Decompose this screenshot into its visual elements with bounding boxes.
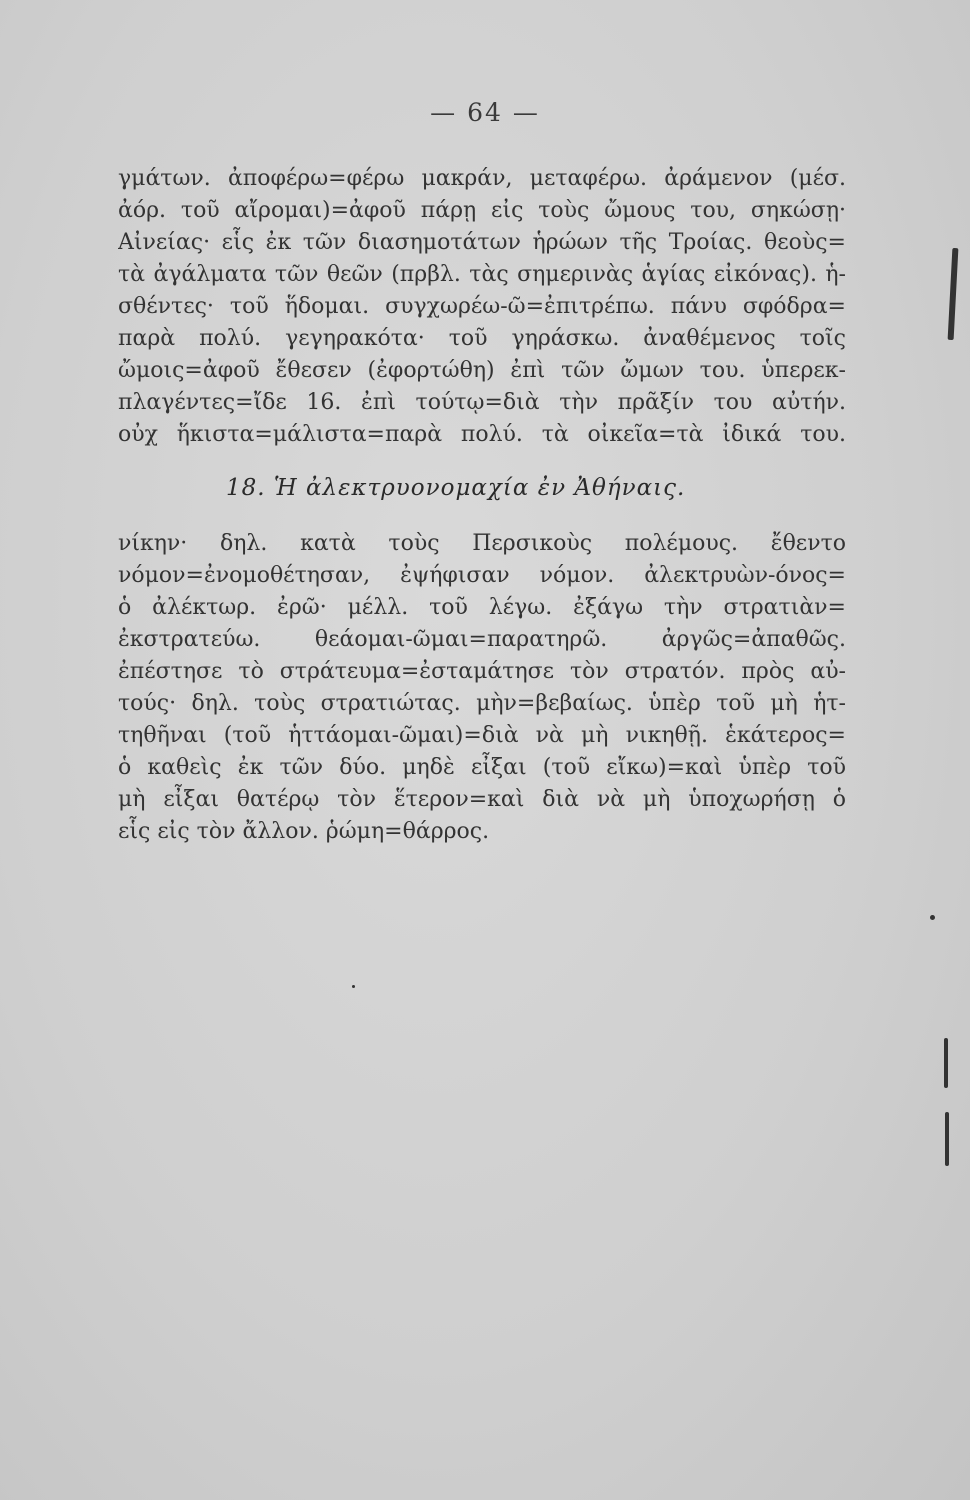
commentary-paragraph-2: [118, 528, 846, 848]
scan-speck: [930, 915, 935, 920]
commentary-paragraph-1: [118, 163, 846, 451]
text-line: γμάτων. ἀποφέρω=φέρω μακράν, μεταφέρω. ἀράμενον (μέσ.: [118, 166, 846, 191]
scan-edge-mark: [945, 1112, 949, 1166]
text-line: τούς· δηλ. τοὺς στρατιώτας. μὴν=βεβαίως. ὑπὲρ τοῦ μὴ ἡτ-: [118, 691, 846, 716]
text-line: ὁ ἀλέκτωρ. ἐρῶ· μέλλ. τοῦ λέγω. ἐξάγω τὴν στρατιὰν=: [118, 595, 846, 620]
section-heading: 18. Ἡ ἀλεκτρυονομαχία ἐν Ἀθήναις.: [226, 475, 686, 501]
text-line: ὤμοις=ἀφοῦ ἔθεσεν (ἐφορτώθη) ἐπὶ τῶν ὤμων του. ὑπερεκ-: [118, 358, 846, 383]
text-line: Αἰνείας· εἷς ἐκ τῶν διασημοτάτων ἡρώων τῆς Τροίας. θεοὺς=: [118, 230, 846, 255]
scan-edge-mark: [944, 1038, 948, 1088]
scan-speck: [352, 985, 355, 988]
text-line: μὴ εἶξαι θατέρῳ τὸν ἕτερον=καὶ διὰ νὰ μὴ ὑποχωρήσῃ ὁ: [118, 787, 846, 812]
text-line: σθέντες· τοῦ ἥδομαι. συγχωρέω-ῶ=ἐπιτρέπω. πάνυ σφόδρα=: [118, 294, 846, 319]
text-line: παρὰ πολύ. γεγηρακότα· τοῦ γηράσκω. ἀναθέμενος τοῖς: [118, 326, 846, 351]
page-number: — 64 —: [430, 98, 540, 127]
text-line: εἷς εἰς τὸν ἄλλον. ῥώμη=θάρρος.: [118, 819, 490, 844]
text-line: ὁ καθεὶς ἐκ τῶν δύο. μηδὲ εἶξαι (τοῦ εἴκω)=καὶ ὑπὲρ τοῦ: [118, 755, 846, 780]
text-line: τὰ ἀγάλματα τῶν θεῶν (πρβλ. τὰς σημερινὰς ἁγίας εἰκόνας). ἡ-: [118, 262, 846, 287]
scan-edge-mark: [948, 248, 959, 340]
text-line: νόμον=ἐνομοθέτησαν, ἐψήφισαν νόμον. ἀλεκτρυὼν-όνος=: [118, 563, 846, 588]
text-line: τηθῆναι (τοῦ ἡττάομαι-ῶμαι)=διὰ νὰ μὴ νικηθῇ. ἑκάτερος=: [118, 723, 846, 748]
text-line: ἀόρ. τοῦ αἴρομαι)=ἀφοῦ πάρῃ εἰς τοὺς ὤμους του, σηκώσῃ·: [118, 198, 846, 223]
text-line: πλαγέντες=ἴδε 16. ἐπὶ τούτῳ=διὰ τὴν πρᾶξίν του αὐτήν.: [118, 390, 846, 415]
text-line: νίκην· δηλ. κατὰ τοὺς Περσικοὺς πολέμους. ἔθεντο: [118, 531, 846, 556]
text-line: οὐχ ἥκιστα=μάλιστα=παρὰ πολύ. τὰ οἰκεῖα=τὰ ἰδικά του.: [118, 422, 846, 447]
text-line: ἐκστρατεύω. θεάομαι-ῶμαι=παρατηρῶ. ἀργῶς=ἀπαθῶς.: [118, 627, 846, 652]
text-line: ἐπέστησε τὸ στράτευμα=ἐσταμάτησε τὸν στρατόν. πρὸς αὐ-: [118, 659, 846, 684]
